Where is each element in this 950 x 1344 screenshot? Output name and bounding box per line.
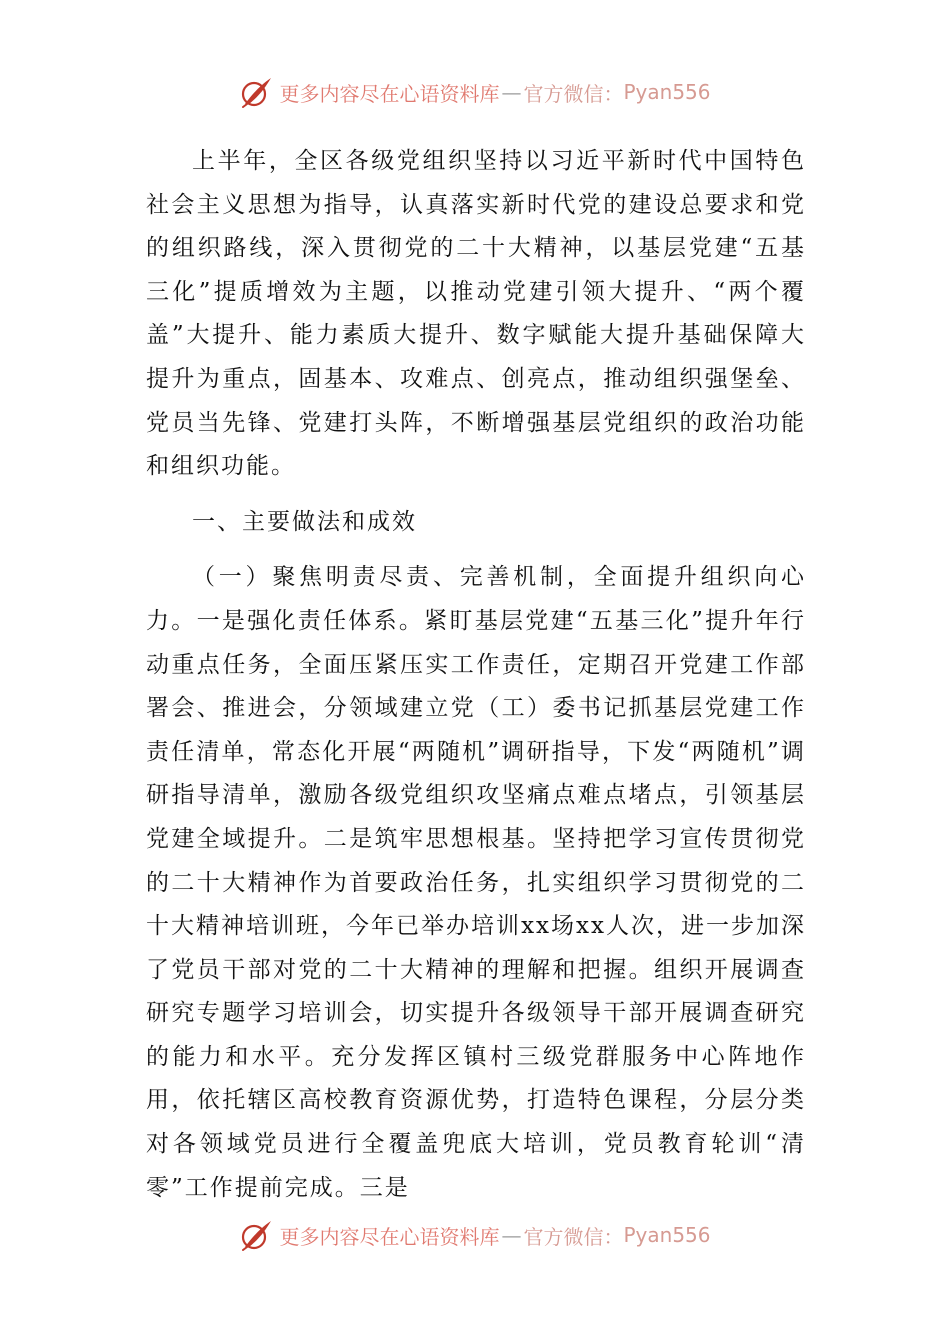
watermark-dash: — bbox=[501, 80, 522, 104]
watermark-main-text: 更多内容尽在心语资料库 bbox=[279, 1224, 500, 1249]
paragraph-intro: 上半年，全区各级党组织坚持以习近平新时代中国特色社会主义思想为指导，认真落实新时代党的建设总要求和党的组织路线，深入贯彻党的二十大精神，以基层党建“五基三化”提质增效为主题，以推动党建引领大提升、“两个覆盖”大提升、能力素质大提升、数字赋能大提升基础保障大提升为重点，固基本、攻难点、创亮点，推动组织强堡垒、党员当先锋、党建打头阵，不断增强基层党组织的政治功能和组织功能。 bbox=[146, 148, 806, 480]
watermark-text bbox=[279, 78, 710, 107]
footer-watermark bbox=[0, 1215, 950, 1255]
watermark-text bbox=[279, 1221, 710, 1250]
watermark-main-text: 更多内容尽在心语资料库 bbox=[279, 81, 500, 106]
watermark-wechat-id: Pyan556 bbox=[623, 1223, 711, 1247]
header-watermark bbox=[0, 72, 950, 112]
quill-pen-logo-icon bbox=[239, 1217, 275, 1253]
paragraph-section-one: （一）聚焦明责尽责、完善机制，全面提升组织向心力。一是强化责任体系。紧盯基层党建“五基三化”提升年行动重点任务，全面压紧压实工作责任，定期召开党建工作部署会、推进会，分领域建立党（工）委书记抓基层党建工作责任清单，常态化开展“两随机”调研指导，下发“两随机”调研指导清单，激励各级党组织攻坚痛点难点堵点，引领基层党建全域提升。二是筑牢思想根基。坚持把学习宣传贯彻党的二十大精神作为首要政治任务，扎实组织学习贯彻党的二十大精神培训班，今年已举办培训xx场xx人次，进一步加深了党员干部对党的二十大精神的理解和把握。组织开展调查研究专题学习培训会，切实提升各级领导干部开展调查研究的能力和水平。充分发挥区镇村三级党群服务中心阵地作用，依托辖区高校教育资源优势，打造特色课程，分层分类对各领域党员进行全覆盖兜底大培训，党员教育轮训“清零”工作提前完成。三是 bbox=[146, 564, 806, 1201]
watermark-wechat-label: 官方微信： bbox=[523, 1224, 624, 1249]
watermark-wechat-id: Pyan556 bbox=[623, 80, 711, 104]
document-body bbox=[146, 140, 806, 1210]
watermark-wechat-label: 官方微信： bbox=[523, 81, 624, 106]
quill-pen-logo-icon bbox=[239, 74, 275, 110]
section-heading: 一、主要做法和成效 bbox=[192, 508, 417, 535]
watermark-dash: — bbox=[501, 1223, 522, 1247]
